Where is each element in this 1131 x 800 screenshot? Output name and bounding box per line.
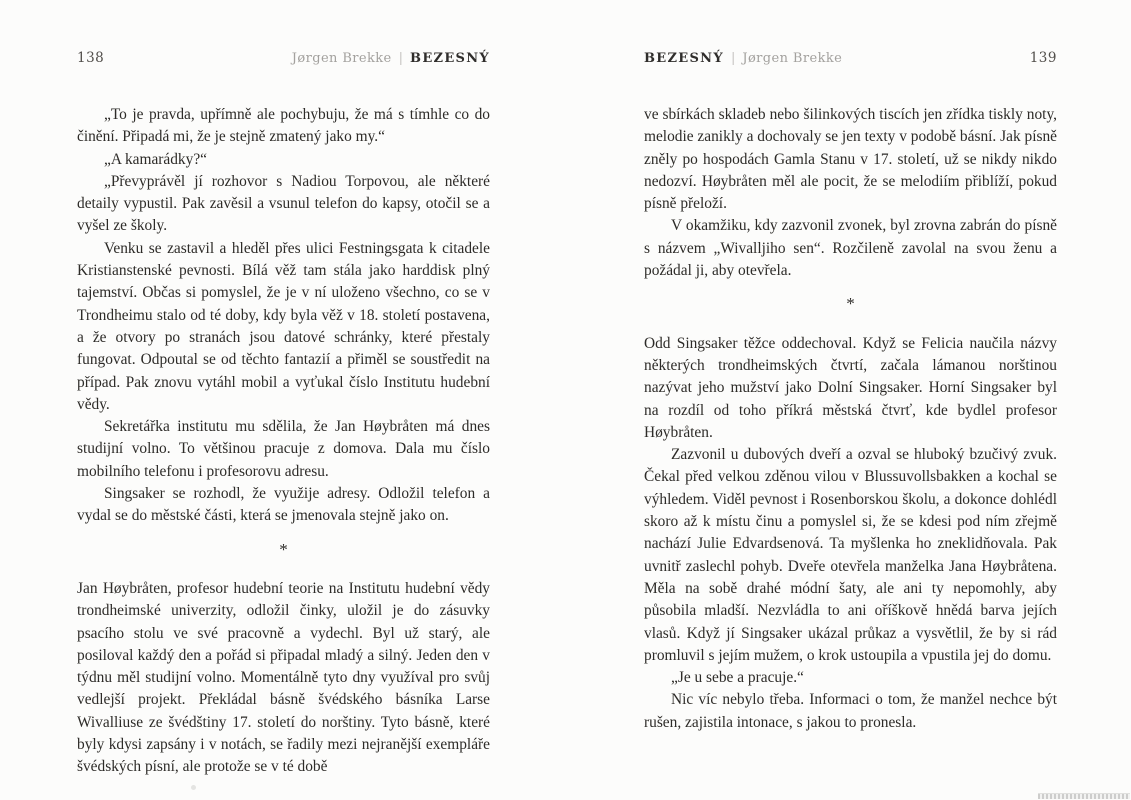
paragraph: ve sbírkách skladeb nebo šilinkových tiscích jen zřídka tiskly noty, melodie zanikly a dochovaly se jen texty v podobě básní. Jak písně zněly po hospodách Gamla Stanu v 17. století, už se nikdy nikdo nedozví. Høybråten měl ale pocit, že se melodiím přiblíží, pokud písně přeloží. [644,106,1057,213]
section-break-asterisk: * [279,539,288,559]
paragraph: Venku se zastavil a hleděl přes ulici Festningsgata k citadele Kristianstenské pevnosti. Bílá věž tam stála jako harddisk plný tajemství. Občas si pomyslel, že je v ní uloženo všechno, co se v Trondheimu stalo od té doby, kdy byla věž v 18. století postavena, a že otvory po stranách jsou datové schránky, které přestaly fungovat. Odpoutal se od těchto fantazií a přiměl se soustředit na případ. Pak znovu vytáhl mobil a vyťukal číslo Institutu hudební vědy. [77,239,490,413]
paragraph: V okamžiku, kdy zazvonil zvonek, byl zrovna zabrán do písně s názvem „Wivalljiho sen“. Rozčileně zavolal na svou ženu a požádal ji, aby otevřela. [644,217,1057,280]
scan-speck [191,785,196,790]
page-left [77,50,490,779]
running-header-left [77,50,490,68]
paragraph: Odd Singsaker těžce oddechoval. Když se Felicia naučila názvy některých trondheimských čtvrtí, začala lámanou norštinou nazývat jeho mužství jako Dolní Singsaker. Horní Singsaker byl na rozdíl od toho příkrá městská čtvrť, kde bydlel profesor Høybråten. [644,334,1057,441]
paragraph: „To je pravda, upřímně ale pochybuju, že má s tímhle co do činění. Připadá mi, že je stejně zmatený jako my.“ [77,106,490,146]
page-body-left [77,104,490,779]
running-head-group-left [292,51,490,66]
running-author: Jørgen Brekke [291,51,392,66]
paragraph: „Převyprávěl jí rozhovor s Nadiou Torpovou, ale některé detaily vypustil. Pak zavěsil a vsunul telefon do kapsy, otočil se a vyšel ze školy. [77,172,490,235]
running-author: Jørgen Brekke [742,51,843,66]
paragraph: Zazvonil u dubových dveří a ozval se hluboký bzučivý zvuk. Čekal před velkou zděnou vilou v Blussuvollsbakken a kochal se výhledem. Viděl pevnost i Rosenborskou školu, a dokonce dohlédl skoro až k místu činu a pomyslel si, že se kdesi pod ním zřejmě nachází Julie Edvardsenová. Ta myšlenka ho zneklidňovala. Pak uvnitř zaslechl pohyb. Dveře otevřela manželka Jana Høybråtena. Měla na sobě drahé módní šaty, ale ani ty nepomohly, aby působila mladší. Nezvládla to ani oříškově hnědá barva jejích vlasů. Když jí Singsaker ukázal průkaz a vysvětlil, že by si rád promluvil s jejím mužem, o krok ustoupila a vpustila jej do domu. [644,446,1057,664]
page-number-left: 138 [77,50,105,66]
page-right [644,50,1057,734]
paragraph: Nic víc nebylo třeba. Informaci o tom, že manžel nechce být rušen, zajistila intonace, s jakou to pronesla. [644,691,1057,731]
paragraph: „A kamarádky?“ [104,150,207,168]
page-edge-artifact [1038,793,1130,799]
paragraph: „Je u sebe a pracuje.“ [671,669,804,687]
running-head-group-right [644,51,842,66]
section-break-asterisk: * [846,294,855,314]
running-header-right [644,50,1057,68]
running-title: BEZESNÝ [644,51,724,66]
page-body-right [644,104,1057,734]
header-separator: | [398,51,404,66]
running-title: BEZESNÝ [410,51,490,66]
paragraph: Jan Høybråten, profesor hudební teorie na Institutu hudební vědy trondheimské univerzity, odložil činky, uložil je do zásuvky psacího stolu ve své pracovně a vydechl. Byl už starý, ale posiloval každý den a pořád si připadal mladý a silný. Jeden den v týdnu měl studijní volno. Momentálně tyto dny využíval pro svůj vedlejší projekt. Překládal básně švédského básníka Larse Wivalliuse ze švédštiny 17. století do norštiny. Tyto básně, které byly kdysi zapsány i v notách, se řadily mezi nejranější exempláře švédských písní, ale protože se v té době [77,579,490,776]
paragraph: Sekretářka institutu mu sdělila, že Jan Høybråten má dnes studijní volno. To většinou pracuje z domova. Dala mu číslo mobilního telefonu i profesorovu adresu. [77,418,490,480]
header-separator: | [730,51,736,66]
paragraph: Singsaker se rozhodl, že využije adresy. Odložil telefon a vydal se do městské části, která se jmenovala stejně jako on. [77,485,490,525]
page-number-right: 139 [1029,50,1057,66]
